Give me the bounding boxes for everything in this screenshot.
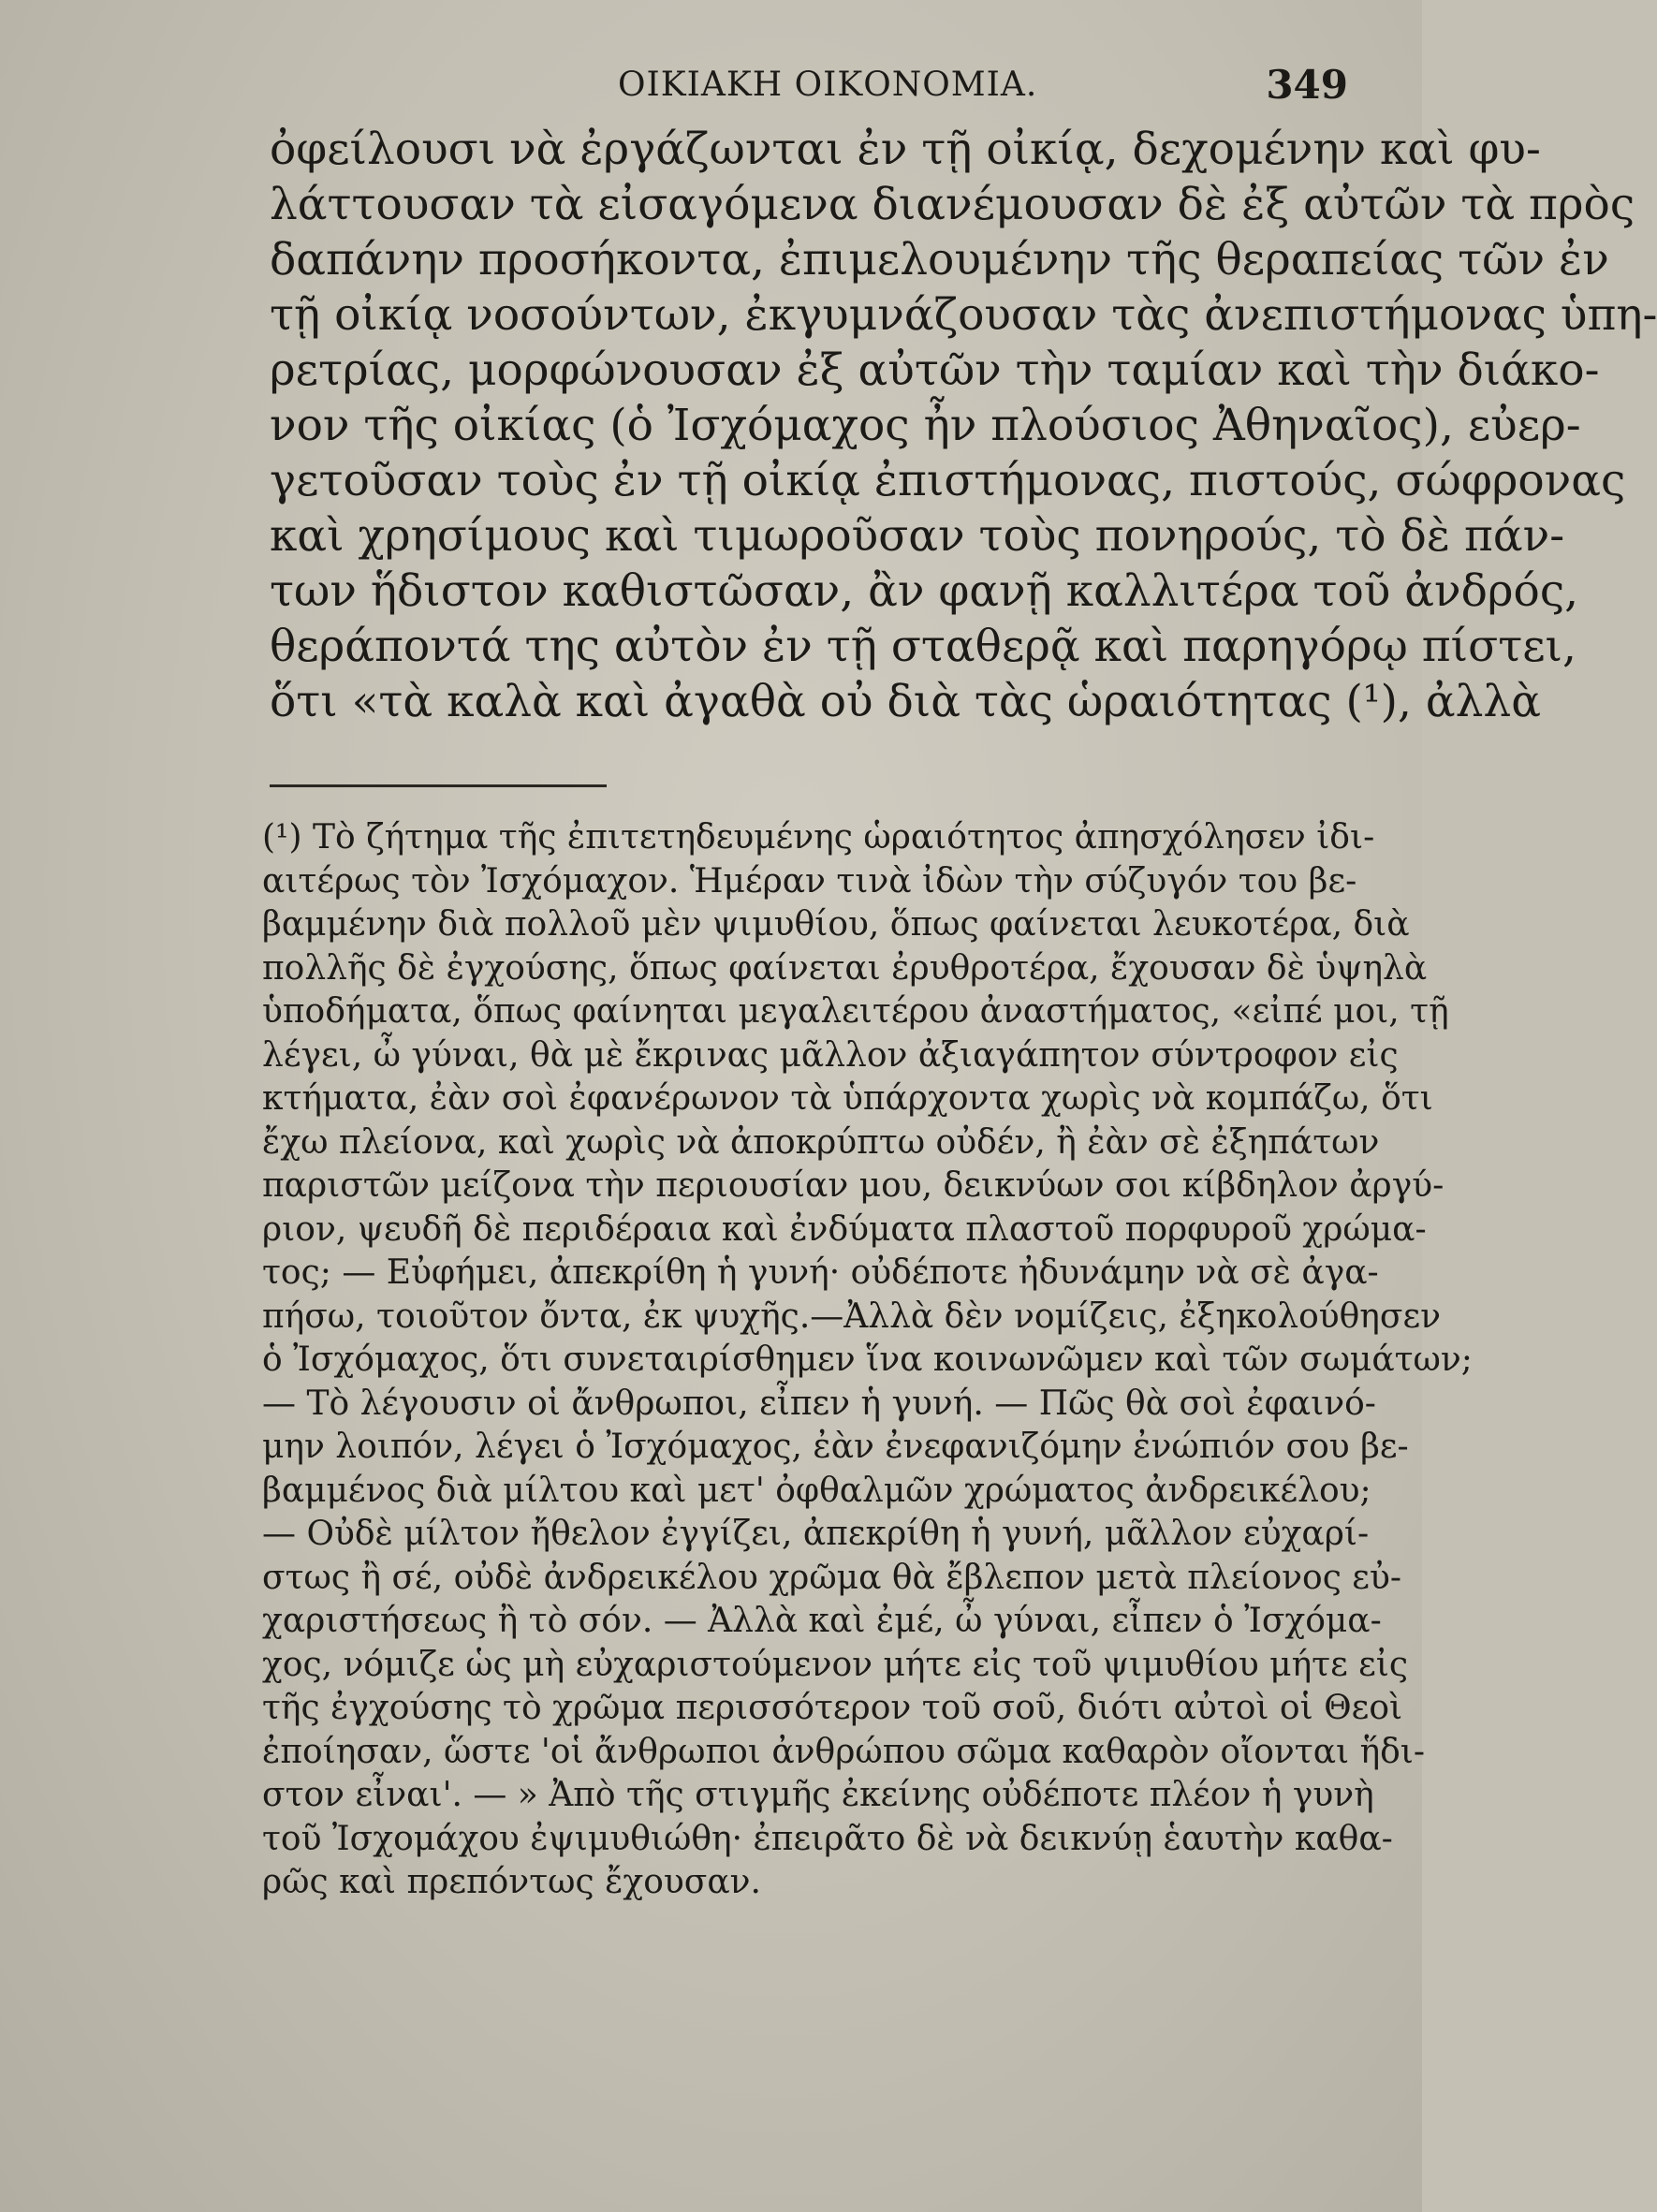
page-number: 349 (1266, 62, 1348, 108)
footnote-divider (270, 784, 607, 787)
footnote-line: κτήματα, ἐὰν σοὶ ἐφανέρωνον τὰ ὑπάρχοντα χωρὶς νὰ κομπάζω, ὅτι (262, 1079, 1433, 1118)
main-text-block (270, 122, 1657, 729)
footnote-line: ὁ Ἰσχόμαχος, ὅτι συνεταιρίσθημεν ἵνα κοινωνῶμεν καὶ τῶν σωμάτων; (262, 1340, 1473, 1379)
footnote-line: ὑποδήματα, ὅπως φαίνηται μεγαλειτέρου ἀναστήματος, «εἰπέ μοι, τῇ (262, 992, 1449, 1031)
footnote-line: (¹) Τὸ ζήτημα τῆς ἐπιτετηδευμένης ὡραιότητος ἀπησχόλησεν ἰδι- (262, 818, 1375, 857)
text-line: ὅτι «τὰ καλὰ καὶ ἀγαθὰ οὐ διὰ τὰς ὡραιότητας (¹), ἀλλὰ (270, 676, 1541, 727)
footnote-line: χος, νόμιζε ὡς μὴ εὐχαριστούμενον μήτε εἰς τοῦ ψιμυθίου μήτε εἰς (262, 1645, 1409, 1684)
footnote-line: τῆς ἐγχούσης τὸ χρῶμα περισσότερον τοῦ σοῦ, διότι αὐτοὶ οἱ Θεοὶ (262, 1689, 1403, 1727)
footnote-line: τος; — Εὐφήμει, ἀπεκρίθη ἡ γυνή· οὐδέποτε ἠδυνάμην νὰ σὲ ἀγα- (262, 1253, 1379, 1292)
text-line: λάττουσαν τὰ εἰσαγόμενα διανέμουσαν δὲ ἐξ αὐτῶν τὰ πρὸς (270, 179, 1635, 230)
footnote-block (262, 816, 1473, 1905)
footnote-line: βαμμένος διὰ μίλτου καὶ μετ' ὀφθαλμῶν χρώματος ἀνδρεικέλου; (262, 1471, 1371, 1510)
footnote-line: τοῦ Ἰσχομάχου ἐψιμυθιώθη· ἐπειρᾶτο δὲ νὰ δεικνύῃ ἑαυτὴν καθα- (262, 1819, 1393, 1858)
footnote-line: χαριστήσεως ἢ τὸ σόν. — Ἀλλὰ καὶ ἐμέ, ὦ γύναι, εἶπεν ὁ Ἰσχόμα- (262, 1602, 1382, 1640)
footnote-line: — Οὐδὲ μίλτον ἤθελον ἐγγίζει, ἀπεκρίθη ἡ γυνή, μᾶλλον εὐχαρί- (262, 1515, 1370, 1553)
text-line: τῇ οἰκίᾳ νοσούντων, ἐκγυμνάζουσαν τὰς ἀνεπιστήμονας ὑπη- (270, 289, 1657, 341)
page-header (524, 58, 1348, 114)
footnote-line: μην λοιπόν, λέγει ὁ Ἰσχόμαχος, ἐὰν ἐνεφανιζόμην ἐνώπιόν σου βε- (262, 1428, 1409, 1466)
footnote-line: ρῶς καὶ πρεπόντως ἔχουσαν. (262, 1863, 761, 1901)
footnote-line: στως ἢ σέ, οὐδὲ ἀνδρεικέλου χρῶμα θὰ ἔβλεπον μετὰ πλείονος εὐ- (262, 1558, 1402, 1597)
text-line: νον τῆς οἰκίας (ὁ Ἰσχόμαχος ἦν πλούσιος Ἀθηναῖος), εὐερ- (270, 400, 1581, 451)
text-line: των ἥδιστον καθιστῶσαν, ἂν φανῇ καλλιτέρα τοῦ ἀνδρός, (270, 565, 1579, 617)
footnote-line: ἐποίησαν, ὥστε 'οἱ ἄνθρωποι ἀνθρώπου σῶμα καθαρὸν οἴονται ἥδι- (262, 1732, 1426, 1771)
footnote-line: αιτέρως τὸν Ἰσχόμαχον. Ἡμέραν τινὰ ἰδὼν τὴν σύζυγόν του βε- (262, 861, 1357, 901)
footnote-line: βαμμένην διὰ πολλοῦ μὲν ψιμυθίου, ὅπως φαίνεται λευκοτέρα, διὰ (262, 905, 1410, 944)
text-line: γετοῦσαν τοὺς ἐν τῇ οἰκίᾳ ἐπιστήμονας, πιστούς, σώφρονας (270, 455, 1626, 506)
text-line: καὶ χρησίμους καὶ τιμωροῦσαν τοὺς πονηρούς, τὸ δὲ πάν- (270, 510, 1565, 562)
footnote-line: ἔχω πλείονα, καὶ χωρὶς νὰ ἀποκρύπτω οὐδέν, ἢ ἐὰν σὲ ἐξηπάτων (262, 1122, 1380, 1162)
footnote-line: ριον, ψευδῆ δὲ περιδέραια καὶ ἐνδύματα πλαστοῦ πορφυροῦ χρώμα- (262, 1209, 1427, 1249)
footnote-line: — Τὸ λέγουσιν οἱ ἄνθρωποι, εἶπεν ἡ γυνή. — Πῶς θὰ σοὶ ἐφαινό- (262, 1384, 1376, 1423)
text-line: ρετρίας, μορφώνουσαν ἐξ αὐτῶν τὴν ταμίαν καὶ τὴν διάκο- (270, 344, 1600, 396)
footnote-line: πήσω, τοιοῦτον ὄντα, ἐκ ψυχῆς.—Ἀλλὰ δὲν νομίζεις, ἐξηκολούθησεν (262, 1296, 1441, 1336)
footnote-line: πολλῆς δὲ ἐγχούσης, ὅπως φαίνεται ἐρυθροτέρα, ἔχουσαν δὲ ὑψηλὰ (262, 948, 1428, 988)
footnote-line: παριστῶν μείζονα τὴν περιουσίαν μου, δεικνύων σοι κίβδηλον ἀργύ- (262, 1166, 1444, 1205)
text-line: δαπάνην προσήκοντα, ἐπιμελουμένην τῆς θεραπείας τῶν ἐν (270, 234, 1609, 286)
footnote-line: λέγει, ὦ γύναι, θὰ μὲ ἔκρινας μᾶλλον ἀξιαγάπητον σύντροφον εἰς (262, 1035, 1399, 1075)
footnote-line: στον εἶναι'. — » Ἀπὸ τῆς στιγμῆς ἐκείνης οὐδέποτε πλέον ἡ γυνὴ (262, 1776, 1374, 1814)
text-line: θεράποντά της αὐτὸν ἐν τῇ σταθερᾷ καὶ παρηγόρῳ πίστει, (270, 621, 1576, 672)
text-line: ὀφείλουσι νὰ ἐργάζωνται ἐν τῇ οἰκίᾳ, δεχομένην καὶ φυ- (270, 124, 1541, 175)
running-title: ΟΙΚΙΑΚΗ ΟΙΚΟΝΟΜΙΑ. (618, 66, 1038, 104)
